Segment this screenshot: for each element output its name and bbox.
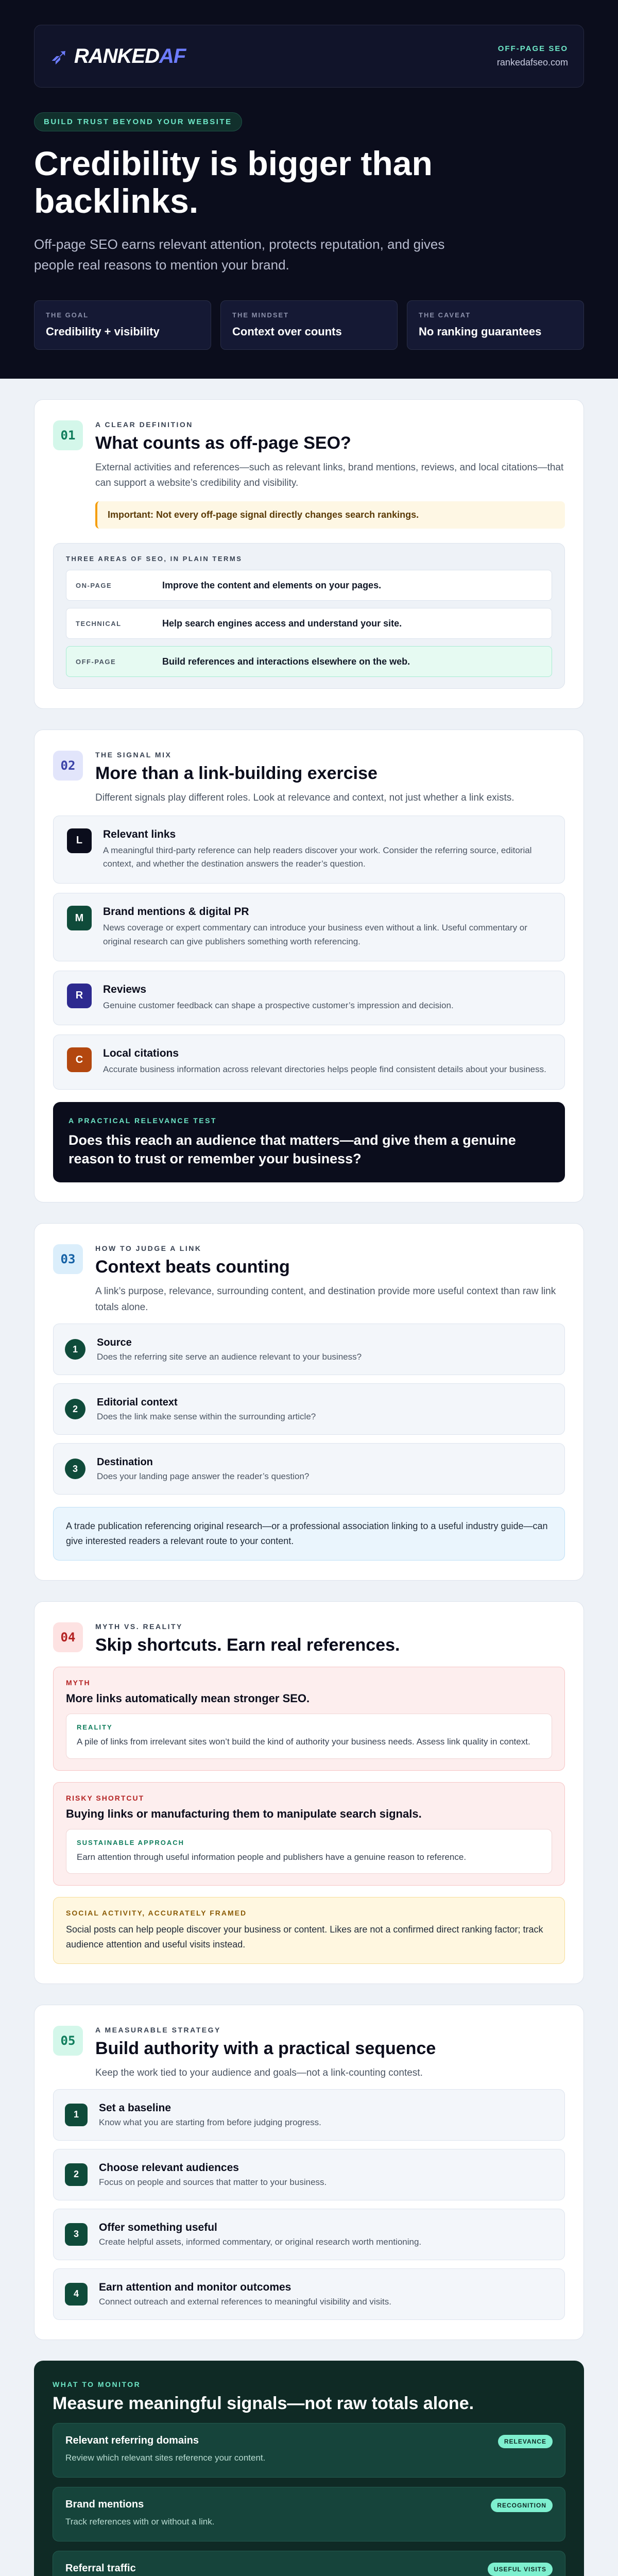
social-activity-note: SOCIAL ACTIVITY, ACCURATELY FRAMED Social posts can help people discover your business or content. Likes are not a confirmed direct ranking factor; track audience attention and useful visits instead.	[53, 1897, 565, 1964]
section-desc: Different signals play different roles. Look at relevance and context, not just whether a link exists.	[95, 792, 514, 804]
letter-badge: R	[67, 984, 92, 1008]
section-title: Context beats counting	[95, 1257, 290, 1277]
hero-card-caveat: THE CAVEAT No ranking guarantees	[407, 300, 584, 350]
section-desc: Keep the work tied to your audience and goals—not a link-counting contest.	[95, 2067, 423, 2078]
check-editorial-context: 2 Editorial context Does the link make sense within the surrounding article?	[53, 1383, 565, 1435]
rocket-logo-icon: ➶	[50, 43, 69, 69]
hero-title: Credibility is bigger than backlinks.	[34, 144, 433, 220]
section-definition	[34, 399, 584, 709]
section-number: 04	[53, 1622, 83, 1652]
section-eyebrow: THE SIGNAL MIX	[95, 751, 172, 759]
section-eyebrow: A CLEAR DEFINITION	[95, 420, 193, 429]
section-strategy	[34, 2005, 584, 2340]
term-technical: TECHNICAL Help search engines access and understand your site.	[66, 608, 552, 639]
section-title: Build authority with a practical sequence	[95, 2038, 436, 2058]
section-number: 02	[53, 751, 83, 781]
signal-referring-domains: Relevant referring domains Review which relevant sites reference your content. RELEVANCE	[53, 2423, 565, 2478]
risky-shortcut-card: RISKY SHORTCUT Buying links or manufacturing them to manipulate search signals. SUSTAINABLE APPROACH Earn attention through useful information people and publishers have a genuine reason to reference.	[53, 1782, 565, 1886]
letter-badge: L	[67, 828, 92, 853]
site-url[interactable]: rankedafseo.com	[496, 57, 568, 67]
relevance-test-callout: A PRACTICAL RELEVANCE TEST Does this reach an audience that matters—and give them a genuine reason to trust or remember your business?	[53, 1102, 565, 1183]
section-title: More than a link-building exercise	[95, 764, 377, 784]
brand-logo[interactable]: ➶ RANKEDAF	[50, 43, 186, 69]
section-title: Skip shortcuts. Earn real references.	[95, 1635, 400, 1655]
monitor-title: Measure meaningful signals—not raw totals alone.	[53, 2393, 474, 2413]
section-monitor	[34, 2361, 584, 2576]
example-note: A trade publication referencing original research—or a professional association linking to a useful industry guide—can give interested readers a relevant route to your content.	[53, 1507, 565, 1561]
topic-label: OFF-PAGE SEO	[497, 44, 568, 53]
hero-lede: Off-page SEO earns relevant attention, protects reputation, and gives people real reasons to mention your brand.	[34, 236, 445, 273]
hero-card-goal: THE GOAL Credibility + visibility	[34, 300, 211, 350]
signal-referral-traffic: Referral traffic USEFUL VISITS	[53, 2551, 565, 2576]
section-eyebrow: A MEASURABLE STRATEGY	[95, 2025, 221, 2034]
step-offer-useful: 3 Offer something useful Create helpful assets, informed commentary, or original research worth mentioning.	[53, 2209, 565, 2260]
signal-card-reviews: R Reviews Genuine customer feedback can shape a prospective customer’s impression and decision.	[53, 971, 565, 1025]
plain-terms-box	[53, 543, 565, 689]
signal-brand-mentions: Brand mentions Track references with or without a link. RECOGNITION	[53, 2487, 565, 2541]
section-number: 01	[53, 420, 83, 450]
signal-card-links: L Relevant links A meaningful third-party reference can help readers discover your work. Consider the referring source, editorial context, and whether the destination answers the reader’s question.	[53, 816, 565, 884]
hero-section	[0, 0, 618, 379]
term-off-page: OFF-PAGE Build references and interactions elsewhere on the web.	[66, 646, 552, 677]
top-bar	[34, 25, 584, 88]
section-number: 05	[53, 2026, 83, 2056]
hero-pill: BUILD TRUST BEYOND YOUR WEBSITE	[34, 112, 242, 131]
letter-badge: C	[67, 1047, 92, 1072]
myth-card: MYTH More links automatically mean stronger SEO. REALITY A pile of links from irrelevant sites won’t build the kind of authority your business needs. Assess link quality in context.	[53, 1667, 565, 1770]
section-myth-reality	[34, 1601, 584, 1984]
signal-card-citations: C Local citations Accurate business information across relevant directories helps people find consistent details about your business.	[53, 1035, 565, 1089]
hero-card-mindset: THE MINDSET Context over counts	[220, 300, 398, 350]
section-judge-link	[34, 1223, 584, 1580]
step-audiences: 2 Choose relevant audiences Focus on people and sources that matter to your business.	[53, 2149, 565, 2200]
check-destination: 3 Destination Does your landing page answer the reader’s question?	[53, 1443, 565, 1495]
section-signal-mix	[34, 730, 584, 1202]
signal-tag: USEFUL VISITS	[488, 2563, 553, 2576]
step-baseline: 1 Set a baseline Know what you are starting from before judging progress.	[53, 2089, 565, 2141]
section-desc: External activities and references—such as relevant links, brand mentions, reviews, and local citations—that can support a website’s credibility and visibility.	[95, 462, 564, 488]
term-on-page: ON-PAGE Improve the content and elements on your pages.	[66, 570, 552, 601]
important-note: Important: Not every off-page signal directly changes search rankings.	[95, 501, 565, 529]
signal-card-mentions: M Brand mentions & digital PR News coverage or expert commentary can introduce your business even without a link. Useful commentary or original research can give publishers something worth referencing.	[53, 893, 565, 961]
reality-box: REALITY A pile of links from irrelevant sites won’t build the kind of authority your business needs. Assess link quality in context.	[66, 1714, 552, 1758]
letter-badge: M	[67, 906, 92, 930]
section-eyebrow: MYTH VS. REALITY	[95, 1622, 183, 1631]
signal-tag: RECOGNITION	[491, 2499, 553, 2512]
signal-tag: RELEVANCE	[498, 2435, 553, 2448]
section-eyebrow: HOW TO JUDGE A LINK	[95, 1244, 202, 1253]
section-title: What counts as off-page SEO?	[95, 433, 351, 453]
check-source: 1 Source Does the referring site serve an audience relevant to your business?	[53, 1324, 565, 1375]
section-number: 03	[53, 1244, 83, 1274]
sustainable-approach-box: SUSTAINABLE APPROACH Earn attention through useful information people and publishers have a genuine reason to reference.	[66, 1829, 552, 1874]
monitor-eyebrow: WHAT TO MONITOR	[53, 2380, 141, 2388]
step-monitor: 4 Earn attention and monitor outcomes Connect outreach and external references to meaningful visibility and visits.	[53, 2268, 565, 2320]
section-desc: A link’s purpose, relevance, surrounding content, and destination provide more useful context than raw link totals alone.	[95, 1286, 556, 1313]
plain-terms-title: THREE AREAS OF SEO, IN PLAIN TERMS	[66, 555, 243, 563]
